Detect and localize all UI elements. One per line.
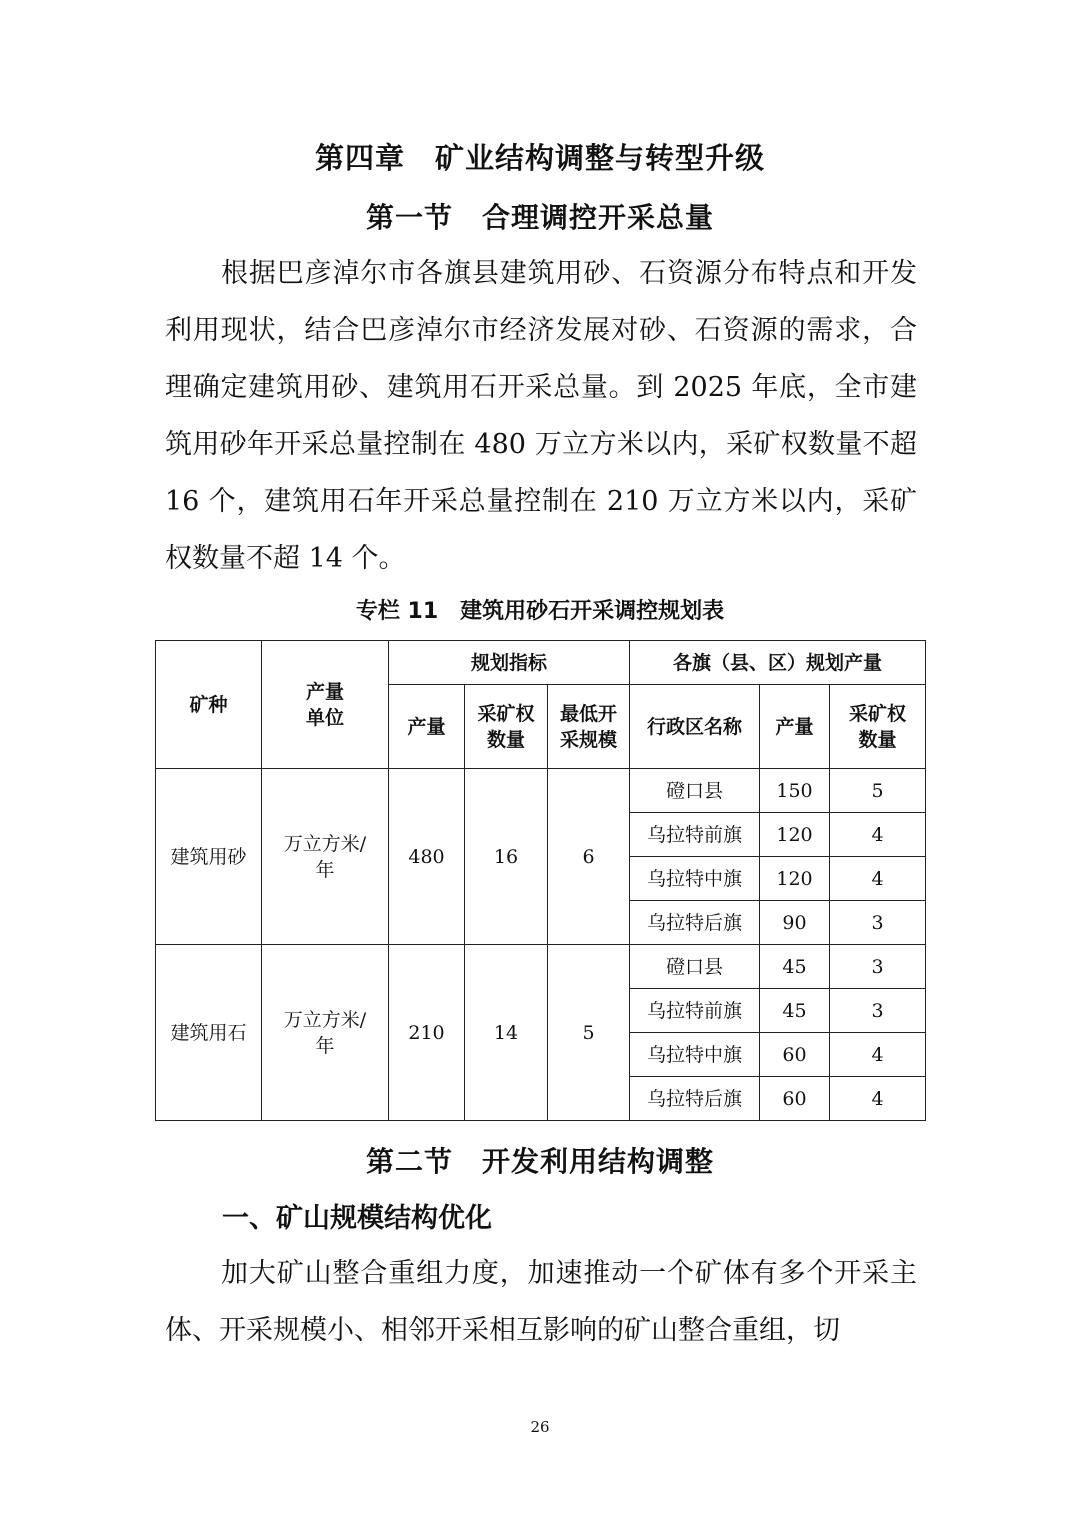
cell-unit: 万立方米/ 年 [262, 945, 389, 1121]
cell-district-output: 120 [760, 857, 830, 901]
cell-rights: 16 [465, 769, 548, 945]
chapter-title: 第四章 矿业结构调整与转型升级 [314, 141, 765, 175]
header-mineral: 矿种 [156, 641, 262, 769]
table-row [156, 945, 926, 989]
cell-district-output: 120 [760, 813, 830, 857]
cell-district-name: 乌拉特前旗 [630, 989, 760, 1033]
cell-district-rights: 3 [830, 901, 926, 945]
cell-district-rights: 4 [830, 813, 926, 857]
cell-district-name: 乌拉特中旗 [630, 857, 760, 901]
cell-min-scale: 5 [548, 945, 630, 1121]
header-planning-indicators: 规划指标 [389, 641, 630, 685]
cell-district-output: 60 [760, 1033, 830, 1077]
table-header-row [156, 641, 926, 685]
cell-mineral: 建筑用砂 [156, 769, 262, 945]
cell-district-rights: 5 [830, 769, 926, 813]
header-unit: 产量 单位 [262, 641, 389, 769]
cell-district-name: 乌拉特前旗 [630, 813, 760, 857]
cell-min-scale: 6 [548, 769, 630, 945]
header-district-rights: 采矿权 数量 [830, 685, 926, 769]
cell-district-output: 60 [760, 1077, 830, 1121]
cell-district-rights: 4 [830, 1077, 926, 1121]
header-min-scale: 最低开 采规模 [548, 685, 630, 769]
cell-output: 210 [389, 945, 465, 1121]
cell-district-name: 磴口县 [630, 769, 760, 813]
cell-unit: 万立方米/ 年 [262, 769, 389, 945]
header-district-output: 产量 [760, 685, 830, 769]
header-district-name: 行政区名称 [630, 685, 760, 769]
cell-district-rights: 4 [830, 1033, 926, 1077]
cell-district-name: 乌拉特后旗 [630, 1077, 760, 1121]
page-number: 26 [530, 1418, 550, 1436]
planning-table [155, 640, 926, 1121]
subheading: 一、矿山规模结构优化 [222, 1203, 492, 1234]
section-title: 第一节 合理调控开采总量 [365, 201, 714, 234]
paragraph: 加大矿山整合重组力度，加速推动一个矿体有多个开采主体、开采规模小、相邻开采相互影响的矿山整合重组，切 [165, 1258, 917, 1346]
header-output: 产量 [389, 685, 465, 769]
cell-district-output: 45 [760, 945, 830, 989]
cell-output: 480 [389, 769, 465, 945]
cell-mineral: 建筑用石 [156, 945, 262, 1121]
cell-district-name: 磴口县 [630, 945, 760, 989]
cell-district-rights: 3 [830, 945, 926, 989]
cell-district-rights: 4 [830, 857, 926, 901]
cell-district-rights: 3 [830, 989, 926, 1033]
cell-district-output: 150 [760, 769, 830, 813]
table-row [156, 769, 926, 813]
header-county-output: 各旗（县、区）规划产量 [630, 641, 926, 685]
header-rights: 采矿权 数量 [465, 685, 548, 769]
paragraph: 根据巴彦淖尔市各旗县建筑用砂、石资源分布特点和开发利用现状，结合巴彦淖尔市经济发展对砂、石资源的需求，合理确定建筑用砂、建筑用石开采总量。到 2025 年底，全市建筑用砂年开采总量控制在 480 万立方米以内，采矿权数量不超 16 个，建筑用石年开采总量控制在 210 万立方米以内，采矿权数量不超 14 个。 [165, 258, 917, 574]
cell-district-output: 45 [760, 989, 830, 1033]
cell-district-name: 乌拉特中旗 [630, 1033, 760, 1077]
section-title: 第二节 开发利用结构调整 [365, 1145, 714, 1178]
cell-district-output: 90 [760, 901, 830, 945]
cell-district-name: 乌拉特后旗 [630, 901, 760, 945]
cell-rights: 14 [465, 945, 548, 1121]
table-caption: 专栏 11 建筑用砂石开采调控规划表 [355, 599, 725, 624]
